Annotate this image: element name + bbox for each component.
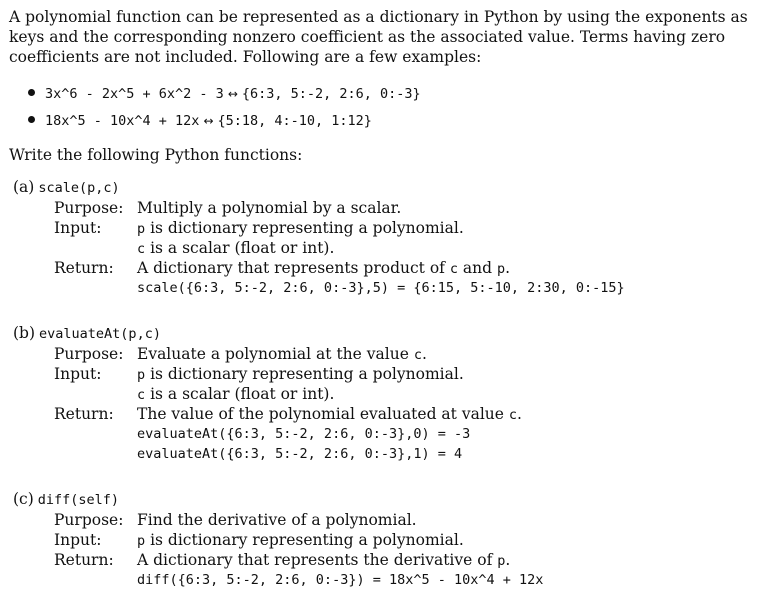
example-item (28, 111, 421, 138)
return-label: Return: (54, 405, 114, 423)
section-a (13, 177, 625, 298)
return-text-pre: The value of the polynomial evaluated at value (137, 405, 509, 423)
return-label: Return: (54, 259, 114, 277)
input-p-line (137, 364, 464, 385)
input-p-text: is dictionary representing a polynomial. (145, 531, 464, 549)
purpose-text (137, 344, 427, 365)
purpose-label: Purpose: (54, 511, 124, 529)
input-label: Input: (54, 365, 102, 383)
section-letter: (a) (13, 178, 35, 196)
input-label: Input: (54, 219, 102, 237)
return-text-end: . (505, 259, 511, 277)
return-text-end: . (505, 551, 511, 569)
example-dict: {5:18, 4:-10, 1:12} (217, 113, 372, 129)
input-c-line (137, 238, 334, 259)
return-text-pre: A dictionary that represents the derivative of (137, 551, 498, 569)
function-signature: diff(self) (37, 492, 120, 508)
double-arrow-icon: ↔ (227, 87, 238, 101)
return-text-end: . (517, 405, 522, 423)
example-polynomial: 18x^5 - 10x^4 + 12x (45, 113, 200, 129)
bullet-dot-icon (28, 116, 35, 123)
double-arrow-icon: ↔ (203, 114, 214, 128)
example-list (28, 84, 421, 138)
var-c: c (137, 387, 146, 403)
instruction-line: Write the following Python functions: (9, 146, 303, 164)
function-signature: evaluateAt(p,c) (39, 326, 161, 342)
var-p: p (496, 261, 506, 277)
purpose-text-pre: Evaluate a polynomial at the value (137, 345, 414, 363)
input-c-text: is a scalar (float or int). (145, 385, 335, 403)
example-dict: {6:3, 5:-2, 2:6, 0:-3} (241, 86, 421, 102)
var-c: c (449, 261, 458, 277)
section-letter: (b) (13, 324, 36, 342)
example-polynomial: 3x^6 - 2x^5 + 6x^2 - 3 (45, 86, 224, 102)
input-label: Input: (54, 531, 102, 549)
return-text (137, 404, 522, 425)
var-c: c (137, 241, 146, 257)
input-p-line (137, 530, 464, 551)
function-signature: scale(p,c) (38, 180, 120, 196)
example-item (28, 84, 421, 111)
var-p: p (137, 367, 146, 383)
section-b (13, 323, 522, 464)
input-p-text: is dictionary representing a polynomial. (145, 219, 464, 237)
return-text (137, 550, 510, 571)
input-c-text: is a scalar (float or int). (145, 239, 335, 257)
var-c: c (508, 407, 518, 423)
return-label: Return: (54, 551, 114, 569)
purpose-text-end: . (421, 345, 427, 363)
purpose-text: Multiply a polynomial by a scalar. (137, 199, 402, 217)
return-text-pre: A dictionary that represents product of (137, 259, 450, 277)
purpose-text: Find the derivative of a polynomial. (137, 511, 417, 529)
section-letter: (c) (13, 490, 34, 508)
purpose-label: Purpose: (54, 199, 124, 217)
var-c: c (413, 347, 422, 363)
input-c-line (137, 384, 334, 405)
code-example: scale({6:3, 5:-2, 2:6, 0:-3},5) = {6:15, 5:-10, 2:30, 0:-15} (137, 280, 625, 296)
section-c (13, 489, 544, 590)
var-p: p (137, 533, 146, 549)
purpose-label: Purpose: (54, 345, 124, 363)
intro-paragraph: A polynomial function can be represented as a dictionary in Python by using the exponents as keys and the corresponding nonzero coefficient as the associated value. Terms having zero coefficients are not included. Following are a few examples: (9, 8, 748, 66)
bullet-dot-icon (28, 89, 35, 96)
var-p: p (497, 553, 506, 569)
var-p: p (137, 221, 146, 237)
return-text-mid: and (457, 259, 497, 277)
code-example: diff({6:3, 5:-2, 2:6, 0:-3}) = 18x^5 - 10x^4 + 12x (137, 572, 544, 588)
code-example: evaluateAt({6:3, 5:-2, 2:6, 0:-3},1) = 4 (137, 446, 463, 462)
code-example: evaluateAt({6:3, 5:-2, 2:6, 0:-3},0) = -3 (137, 426, 471, 442)
input-p-line (137, 218, 464, 239)
return-text (137, 258, 510, 279)
input-p-text: is dictionary representing a polynomial. (145, 365, 464, 383)
